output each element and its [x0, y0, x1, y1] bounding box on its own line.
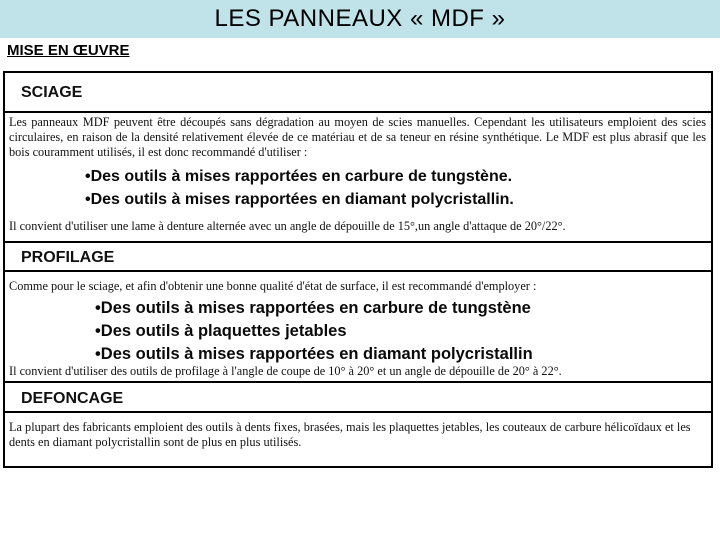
sciage-paragraph: Les panneaux MDF peuvent être découpés sans dégradation au moyen de scies manuelles. Cependant les utilisateurs emploient des scies circulaires, en raison de la densité relativement élevée de ce matériau et de sa teneur en résine synthétique. Le MDF est plus abrasif que les bois couramment utilisés, il est donc recommandé d'utiliser : [9, 115, 706, 159]
page-title: LES PANNEAUX « MDF » [0, 0, 720, 38]
profilage-note: Il convient d'utiliser des outils de profilage à l'angle de coupe de 10° à 20° et un angle de dépouille de 20° à 22°. [9, 364, 562, 378]
section-subtitle: MISE EN ŒUVRE [7, 42, 130, 59]
profilage-bullet-1: •Des outils à mises rapportées en carbure de tungstène [95, 299, 531, 317]
defoncage-heading [5, 381, 711, 413]
defoncage-heading-label: DEFONCAGE [21, 390, 124, 407]
sciage-heading-label: SCIAGE [21, 84, 83, 101]
defoncage-paragraph: La plupart des fabricants emploient des outils à dents fixes, brasées, mais les plaquettes jetables, les couteaux de carbure hélicoïdaux et les dents en diamant polycristallin sont de plus en plus utilisés. [9, 420, 691, 449]
profilage-heading [5, 241, 711, 272]
profilage-paragraph: Comme pour le sciage, et afin d'obtenir une bonne qualité d'état de surface, il est recommandé d'employer : [9, 279, 537, 293]
content-frame [3, 71, 713, 468]
sciage-heading [5, 73, 711, 113]
sciage-bullet-1: •Des outils à mises rapportées en carbure de tungstène. [85, 168, 513, 185]
sciage-note: Il convient d'utiliser une lame à denture alternée avec un angle de dépouille de 15°,un angle d'attaque de 20°/22°. [9, 219, 566, 233]
sciage-bullet-2: •Des outils à mises rapportées en diamant polycristallin. [85, 191, 514, 208]
profilage-bullet-3: •Des outils à mises rapportées en diamant polycristallin [95, 345, 533, 363]
profilage-heading-label: PROFILAGE [21, 249, 115, 266]
profilage-bullet-2: •Des outils à plaquettes jetables [95, 322, 347, 340]
